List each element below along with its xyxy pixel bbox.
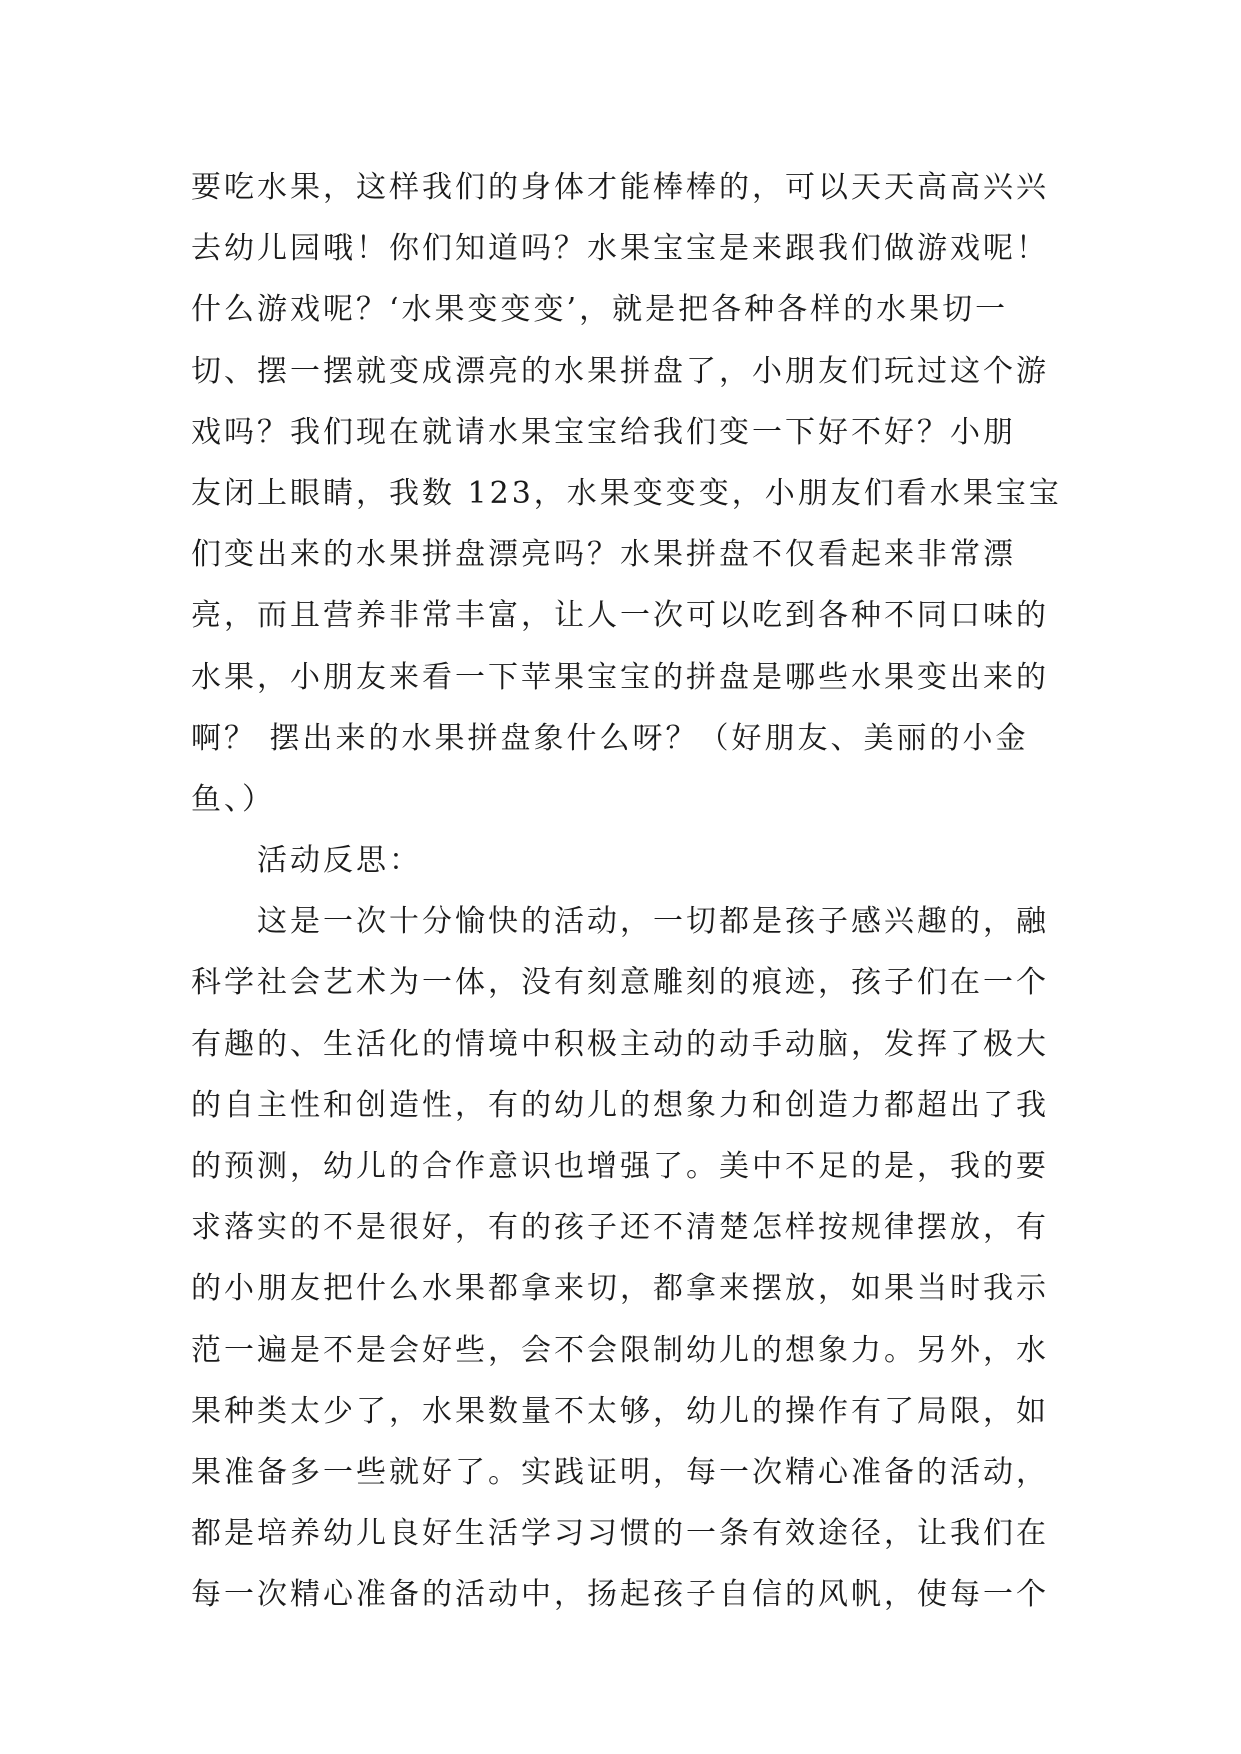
text-line: 范一遍是不是会好些，会不会限制幼儿的想象力。另外，水 (191, 1332, 1049, 1368)
text-line: 每一次精心准备的活动中，扬起孩子自信的风帆，使每一个 (191, 1577, 1049, 1613)
text-line: 啊？ 摆出来的水果拼盘象什么呀？（好朋友、美丽的小金 (191, 720, 1029, 756)
text-line: 求落实的不是很好，有的孩子还不清楚怎样按规律摆放，有 (191, 1210, 1049, 1246)
text-line: 果准备多一些就好了。实践证明，每一次精心准备的活动， (191, 1454, 1049, 1490)
body-text (191, 157, 1071, 1626)
text-line: 要吃水果，这样我们的身体才能棒棒的，可以天天高高兴兴 (191, 170, 1049, 205)
text-line: 水果，小朋友来看一下苹果宝宝的拼盘是哪些水果变出来的 (191, 659, 1049, 695)
text-line: 果种类太少了，水果数量不太够，幼儿的操作有了局限，如 (191, 1393, 1049, 1429)
text-line: 戏吗？我们现在就请水果宝宝给我们变一下好不好？小朋 (191, 414, 1016, 450)
text-line: 有趣的、生活化的情境中积极主动的动手动脑，发挥了极大 (191, 1026, 1049, 1062)
text-line: 什么游戏呢？‘水果变变变’，就是把各种各样的水果切一 (191, 292, 1009, 328)
text-line: 们变出来的水果拼盘漂亮吗？水果拼盘不仅看起来非常漂 (191, 537, 1016, 573)
text-line: 都是培养幼儿良好生活学习习惯的一条有效途径，让我们在 (191, 1516, 1049, 1552)
section-heading: 活动反思： (257, 843, 422, 879)
text-line: 的自主性和创造性，有的幼儿的想象力和创造力都超出了我 (191, 1087, 1049, 1123)
text-line: 友闭上眼睛，我数 123，水果变变变，小朋友们看水果宝宝 (191, 475, 1062, 511)
paragraph-start-line: 这是一次十分愉快的活动，一切都是孩子感兴趣的，融 (257, 904, 1049, 940)
text-line: 的小朋友把什么水果都拿来切，都拿来摆放，如果当时我示 (191, 1271, 1049, 1307)
text-line: 去幼儿园哦！你们知道吗？水果宝宝是来跟我们做游戏呢！ (191, 231, 1049, 267)
text-line: 鱼、） (191, 781, 275, 817)
text-line: 亮，而且营养非常丰富，让人一次可以吃到各种不同口味的 (191, 598, 1049, 634)
text-line: 科学社会艺术为一体，没有刻意雕刻的痕迹，孩子们在一个 (191, 965, 1049, 1001)
text-line: 切、摆一摆就变成漂亮的水果拼盘了，小朋友们玩过这个游 (191, 353, 1049, 389)
text-line: 的预测，幼儿的合作意识也增强了。美中不足的是，我的要 (191, 1149, 1049, 1184)
